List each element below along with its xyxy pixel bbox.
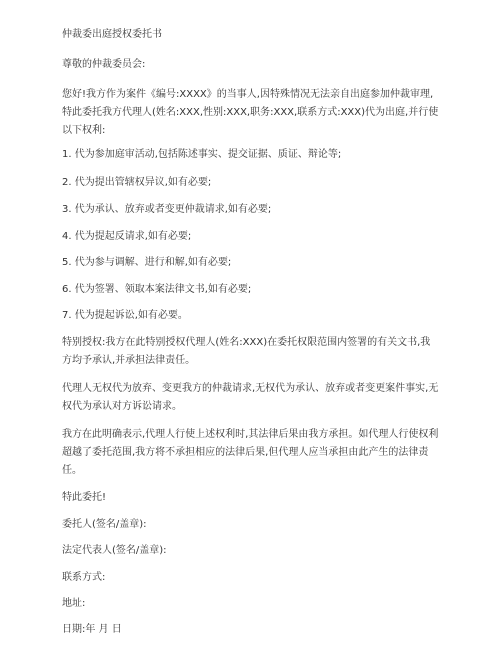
intro-paragraph: 您好!我方作为案件《编号:XXXX》的当事人,因特殊情况无法亲自出庭参加仲裁审理,特此委托我方代理人(姓名:XXX,性别:XXX,职务:XXX,联系方式:XXX)代为出庭,并行使以下权利: bbox=[62, 89, 439, 136]
principal-signature-field: 委托人(签名/盖章): bbox=[62, 519, 147, 530]
salutation: 尊敬的仲裁委员会: bbox=[62, 59, 146, 70]
special-authorization-paragraph: 特别授权:我方在此特别授权代理人(姓名:XXX)在委托权限范围内签署的有关文书,我方均予承认,并承担法律责任。 bbox=[62, 337, 431, 366]
contact-field: 联系方式: bbox=[62, 572, 106, 583]
date-field: 日期:年 月 日 bbox=[62, 624, 122, 635]
closing-line: 特此委托! bbox=[62, 492, 107, 503]
legal-representative-signature-field: 法定代表人(签名/盖章): bbox=[62, 545, 167, 556]
power-item-3: 3. 代为承认、放弃或者变更仲裁请求,如有必要; bbox=[62, 204, 272, 215]
power-item-4: 4. 代为提起反请求,如有必要; bbox=[62, 231, 192, 242]
power-item-2: 2. 代为提出管辖权异议,如有必要; bbox=[62, 177, 212, 188]
statement-paragraph: 我方在此明确表示,代理人行使上述权利时,其法律后果由我方承担。如代理人行使权利超越了委托范围,我方将不承担相应的法律后果,但代理人应当承担由此产生的法律责任。 bbox=[62, 429, 439, 476]
power-item-6: 6. 代为签署、领取本案法律文书,如有必要; bbox=[62, 284, 252, 295]
limitation-paragraph: 代理人无权代为放弃、变更我方的仲裁请求,无权代为承认、放弃或者变更案件事实,无权代为承认对方诉讼请求。 bbox=[62, 383, 439, 412]
power-item-1: 1. 代为参加庭审活动,包括陈述事实、提交证据、质证、辩论等; bbox=[62, 149, 342, 160]
address-field: 地址: bbox=[62, 598, 86, 609]
power-item-7: 7. 代为提起诉讼,如有必要。 bbox=[62, 310, 188, 321]
document-title: 仲裁委出庭授权委托书 bbox=[62, 29, 162, 40]
power-item-5: 5. 代为参与调解、进行和解,如有必要; bbox=[62, 257, 232, 268]
